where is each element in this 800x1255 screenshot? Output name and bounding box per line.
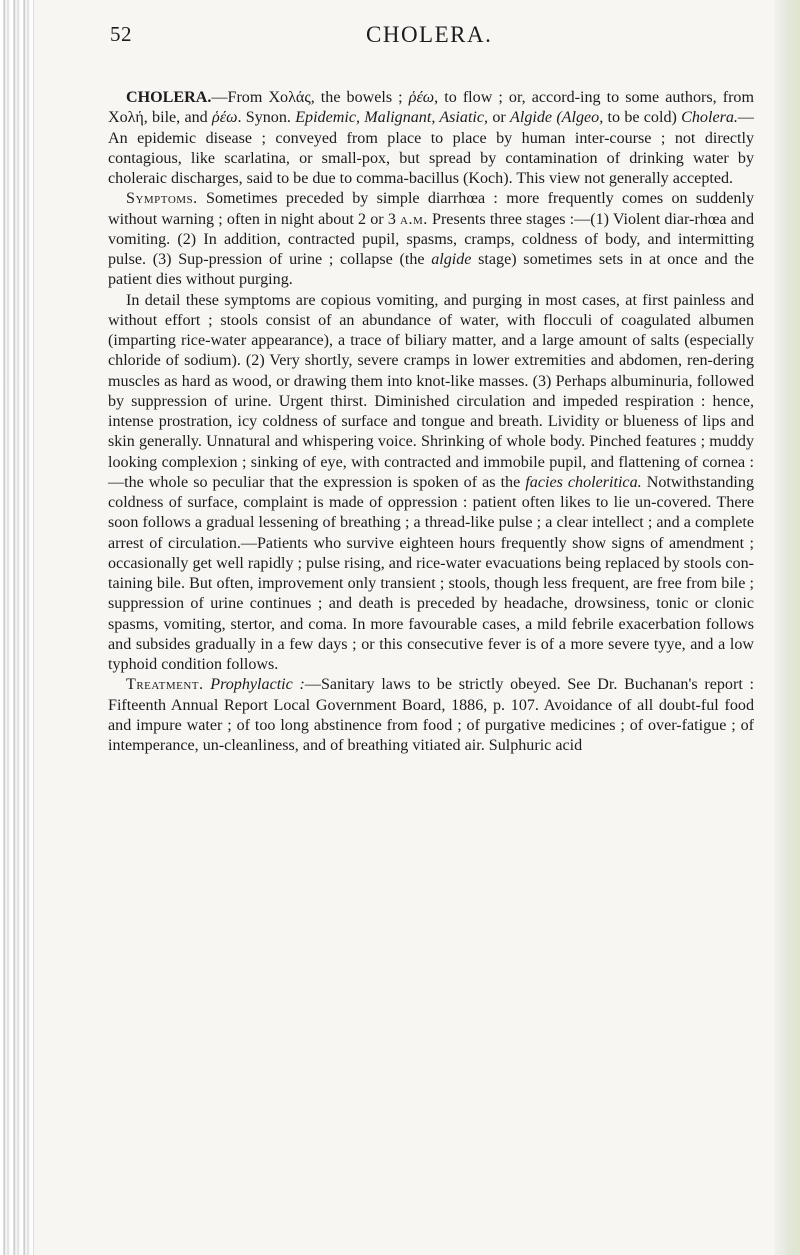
prophylactic-term: Prophylactic : [210,676,305,694]
symptoms-text: stage) sometimes sets in at once and the patient dies without purging. [108,251,754,289]
binding-edge-left [0,0,34,1255]
definition-text: —An epidemic disease ; conveyed from place to place by human inter-course ; not directly contagious, like scarlatina, or small-pox, but spread by contamination of drinking water by choleraic discharges, said to be due to comma-bacillus (Koch). This view not generally accepted. [108,109,755,187]
symptoms-text: Presents three stages :—(1) Violent diar-rhœa and vomiting. (2) In addition, contracted pupil, spasms, cramps, coldness of body, and intermitting pulse. (3) Sup-pression of urine ; collapse (the [108,210,754,268]
greek-word: Χολάς [268,89,311,106]
algide-term: algide [431,251,472,268]
etymology-text: —From [211,89,269,106]
detail-text: In detail these symptoms are copious vomiting, and purging in most cases, at first painless and without effort ; stools consist of an abundance of water, with flocculi of coagulated albumen (imparting rice-water appearance), a trace of biliary matter, and a large amount of salts (especially chloride of sodium). (2) Very shortly, severe cramps in lower extremities and abdomen, ren-dering muscles as hard as wood, or drawing them into knot-like masses. (3) Perhaps albuminuria, followed by suppression of urine. Urgent thirst. Diminished circulation and impeded respiration : hence, intense prostration, icy coldness of surface and tongue and breath. Lividity or blueness of lips and skin generally. Unnatural and whispering voice. Shrinking of whole body. Pinched features ; muddy looking complexion ; sinking of eye, with contracted and immobile pupil, and flattening of cornea :—the whole so peculiar that the expression is spoken of as the [108,291,754,491]
binding-edge-right [774,0,800,1255]
facies-term: facies choleritica. [525,473,642,491]
page-header [110,22,750,56]
greek-word: ῥέω [212,109,238,127]
greek-word: ῥέω [408,89,435,106]
cholera-entry [108,88,754,189]
etymology-text: , to flow ; or, accord-ing to some authors, from [434,89,754,106]
etymology-text: , bile, and [143,109,212,127]
greek-word: Χολή [108,109,144,127]
symptoms-section [108,189,754,290]
body-text [108,88,754,756]
time-am: a.m. [400,210,428,228]
detail-text: Notwithstanding coldness of surface, complaint is made of oppression : patient often likes to lie un-covered. There soon follows a gradual lessening of breathing ; a thread-like pulse ; a clear intellect ; and a complete arrest of circulation.—Patients who survive eighteen hours frequently show signs of amendment ; occasionally get well rapidly ; pulse rising, and rice-water evacuations being replaced by stools con-taining bile. But often, improvement only transient ; stools, though less frequent, are free from bile ; suppression of urine continues ; and death is preceded by headache, drowsiness, tonic or clonic spasms, vomiting, stertor, and coma. In more favourable cases, a mild febrile exacerbation follows and subsides gradually in a few days ; or this consecutive fever is of a more severe tyye, and a low typhoid condition follows. [108,473,754,673]
etymology-text: . Synon. [237,109,296,127]
entry-headword: CHOLERA. [126,89,212,106]
running-head: CHOLERA. [366,22,493,47]
etymology-text: to be cold) [603,109,682,127]
synonym-algide: Algide (Algeo, [510,109,604,127]
etymology-text: , the bowels ; [310,89,409,106]
detail-section [108,291,754,676]
symptoms-label: Symptoms. [126,190,198,208]
page-number: 52 [110,22,132,46]
symptoms-text: Sometimes preceded by simple diarrhœa : more frequently comes on suddenly without warning ; often in night about 2 or 3 [108,190,754,228]
treatment-section [108,675,754,756]
synonyms: Epidemic, Malignant, Asiatic, [295,109,489,127]
treatment-text: —Sanitary laws to be strictly obeyed. See Dr. Buchanan's report : Fifteenth Annual Report Local Government Board, 1886, p. 107. Avoidance of all doubt-ful food and impure water ; of too long abstinence from food ; of purgative medicines ; of over-fatigue ; of intemperance, un-cleanliness, and of breathing vitiated air. Sulphuric acid [108,676,754,754]
synonym-cholera: Cholera. [681,109,738,127]
etymology-text: or [488,109,511,127]
treatment-label: Treatment. [126,676,204,694]
